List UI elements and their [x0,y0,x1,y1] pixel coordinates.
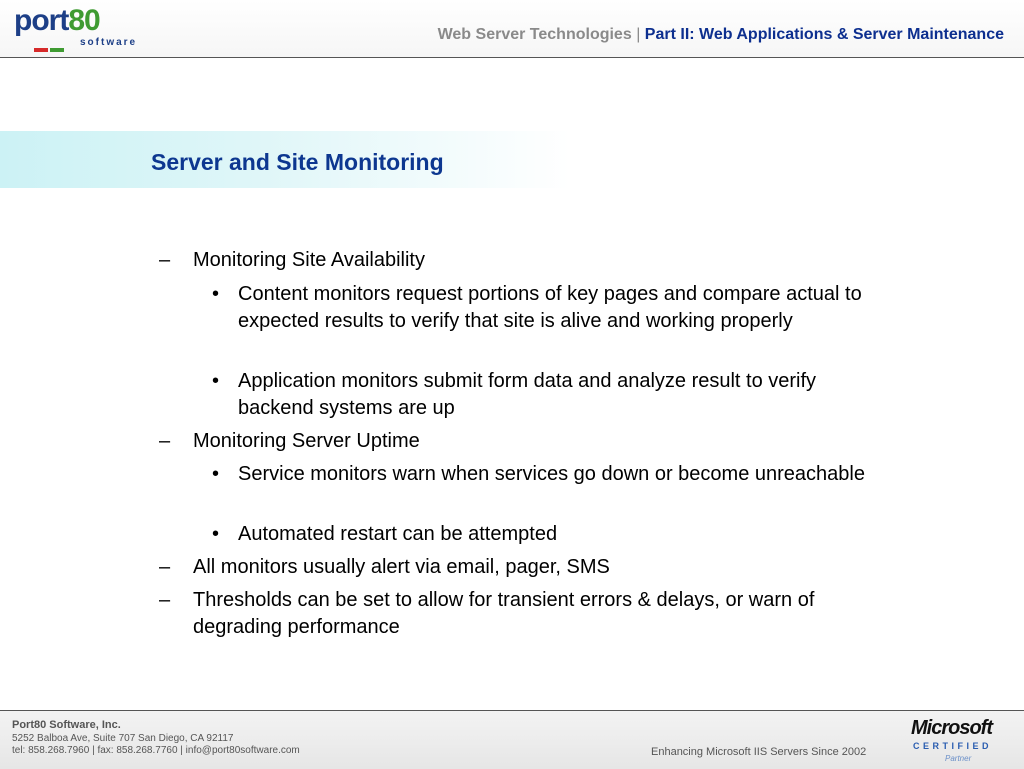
logo-word-num: 80 [68,4,100,37]
header-part: Part II: Web Applications & Server Maintenance [644,26,1004,43]
footer-address: 5252 Balboa Ave, Suite 707 San Diego, CA 92117 [12,733,234,744]
port80-logo [14,4,139,52]
bullet-dash: – [159,430,171,452]
bullet-dash: – [159,556,171,578]
logo-color-bars [34,41,66,59]
footer-company: Port80 Software, Inc. [12,719,121,731]
footer-tagline: Enhancing Microsoft IIS Servers Since 2002 [651,746,867,758]
slide-title: Server and Site Monitoring [151,149,444,175]
bullet-level1: Monitoring Site Availability [193,249,425,271]
logo-subtext: software [80,37,138,48]
bullet-level2: Content monitors request portions of key pages and compare actual to expected results to verify that site is alive and working properly [238,283,862,332]
ms-logo-word: Microsoft [911,717,992,739]
bullet-dash: – [159,249,171,271]
bullet-dot: • [212,370,220,392]
bullet-dash: – [159,589,171,611]
bullet-level2: Application monitors submit form data and analyze result to verify backend systems are up [238,370,817,419]
logo-wordmark [14,4,100,38]
bullet-level2: Automated restart can be attempted [238,523,558,545]
logo-word-port: port [14,4,69,37]
bullet-level1: All monitors usually alert via email, pager, SMS [193,556,610,578]
microsoft-certified-partner-logo [911,717,1011,767]
bullet-dot: • [212,523,220,545]
bullet-level1: Monitoring Server Uptime [193,430,420,452]
header-separator: | [636,26,641,43]
logo-green-bar [50,48,64,52]
header-course: Web Server Technologies [437,26,632,43]
slide-header [0,0,1024,58]
ms-logo-partner: Partner [945,754,972,763]
header-title [438,26,1004,44]
bullet-level2: Service monitors warn when services go down or become unreachable [238,463,865,485]
bullet-dot: • [212,463,220,485]
slide-footer [0,710,1024,769]
logo-red-bar [34,48,48,52]
ms-logo-certified: CERTIFIED [913,741,993,751]
footer-contact: tel: 858.268.7960 | fax: 858.268.7760 | info@port80software.com [12,745,300,756]
bullet-level1: Thresholds can be set to allow for transient errors & delays, or warn of degrading performance [193,589,815,638]
bullet-dot: • [212,283,220,305]
